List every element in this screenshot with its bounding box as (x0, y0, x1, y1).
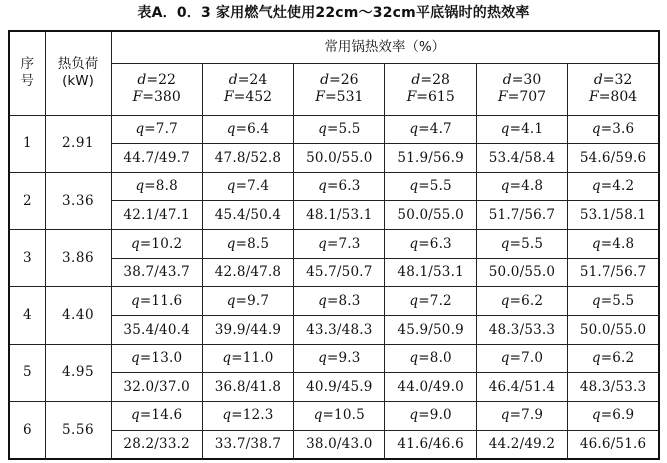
heat-intensity-cell: q=12.3 (202, 402, 293, 431)
efficiency-cell: 35.4/40.4 (111, 316, 202, 345)
pot-size-header (202, 63, 293, 115)
heat-intensity-cell: q=4.2 (568, 172, 659, 201)
heat-load-value: 2.91 (45, 115, 111, 172)
efficiency-cell: 50.0/55.0 (385, 201, 476, 230)
efficiency-cell: 42.1/47.1 (111, 201, 202, 230)
efficiency-cell: 48.1/53.1 (294, 201, 385, 230)
pot-area: F=615 (406, 89, 455, 105)
heat-intensity-cell: q=4.7 (385, 115, 476, 144)
heat-intensity-cell: q=14.6 (111, 402, 202, 431)
efficiency-cell: 51.7/56.7 (476, 201, 567, 230)
heat-intensity-cell: q=5.5 (568, 287, 659, 316)
table-row (9, 344, 659, 373)
efficiency-cell: 40.9/45.9 (294, 373, 385, 402)
efficiency-cell: 51.7/56.7 (568, 258, 659, 287)
table-row (9, 230, 659, 259)
heat-intensity-cell: q=7.7 (111, 115, 202, 144)
load-header-label: 热负荷 (57, 56, 99, 73)
efficiency-cell: 48.1/53.1 (385, 258, 476, 287)
row-index: 2 (9, 172, 45, 229)
heat-intensity-cell: q=8.8 (111, 172, 202, 201)
heat-intensity-cell: q=5.5 (476, 230, 567, 259)
efficiency-cell: 48.3/53.3 (568, 373, 659, 402)
efficiency-cell: 54.6/59.6 (568, 144, 659, 173)
pot-diameter: d=22 (137, 71, 176, 88)
heat-intensity-cell: q=7.3 (294, 230, 385, 259)
heat-intensity-cell: q=13.0 (111, 344, 202, 373)
pot-size-header (385, 63, 476, 115)
heat-intensity-cell: q=8.5 (202, 230, 293, 259)
efficiency-cell: 38.0/43.0 (294, 430, 385, 459)
heat-intensity-cell: q=6.3 (294, 172, 385, 201)
table-body (9, 115, 659, 459)
pot-area: F=707 (497, 89, 547, 105)
heat-intensity-cell: q=4.1 (476, 115, 567, 144)
pot-size-header (568, 63, 659, 115)
row-index: 5 (9, 344, 45, 401)
efficiency-cell: 48.3/53.3 (476, 316, 567, 345)
table-row (9, 172, 659, 201)
pot-size-header (294, 63, 385, 115)
heat-load-value: 5.56 (45, 402, 111, 459)
heat-intensity-cell: q=11.0 (202, 344, 293, 373)
load-header (45, 31, 111, 115)
pot-size-header (476, 63, 567, 115)
pot-diameter: d=28 (411, 71, 450, 88)
heat-intensity-cell: q=7.4 (202, 172, 293, 201)
table-row (9, 402, 659, 431)
efficiency-cell: 32.0/37.0 (111, 373, 202, 402)
efficiency-cell: 50.0/55.0 (568, 316, 659, 345)
heat-intensity-cell: q=3.6 (568, 115, 659, 144)
heat-intensity-cell: q=7.9 (476, 402, 567, 431)
pot-area: F=804 (588, 89, 638, 105)
load-header-unit: (kW) (62, 73, 94, 90)
efficiency-cell: 45.4/50.4 (202, 201, 293, 230)
efficiency-table (8, 30, 660, 460)
efficiency-cell: 44.0/49.0 (385, 373, 476, 402)
efficiency-cell: 39.9/44.9 (202, 316, 293, 345)
heat-intensity-cell: q=6.2 (476, 287, 567, 316)
heat-intensity-cell: q=6.2 (568, 344, 659, 373)
table-title: 表A．0．3 家用燃气灶使用22cm～32cm平底锅时的热效率 (137, 5, 530, 21)
efficiency-cell: 45.9/50.9 (385, 316, 476, 345)
efficiency-cell: 44.7/49.7 (111, 144, 202, 173)
heat-load-value: 3.36 (45, 172, 111, 229)
heat-intensity-cell: q=7.0 (476, 344, 567, 373)
heat-intensity-cell: q=8.0 (385, 344, 476, 373)
table-row (9, 115, 659, 144)
efficiency-cell: 44.2/49.2 (476, 430, 567, 459)
heat-intensity-cell: q=5.5 (294, 115, 385, 144)
heat-load-value: 4.95 (45, 344, 111, 401)
efficiency-cell: 50.0/55.0 (294, 144, 385, 173)
row-index: 3 (9, 230, 45, 287)
efficiency-cell: 53.4/58.4 (476, 144, 567, 173)
heat-intensity-cell: q=9.7 (202, 287, 293, 316)
heat-intensity-cell: q=4.8 (568, 230, 659, 259)
efficiency-cell: 36.8/41.8 (202, 373, 293, 402)
heat-intensity-cell: q=10.5 (294, 402, 385, 431)
row-index: 4 (9, 287, 45, 344)
heat-intensity-cell: q=4.8 (476, 172, 567, 201)
heat-intensity-cell: q=6.4 (202, 115, 293, 144)
heat-intensity-cell: q=7.2 (385, 287, 476, 316)
efficiency-cell: 45.7/50.7 (294, 258, 385, 287)
efficiency-cell: 46.6/51.6 (568, 430, 659, 459)
heat-load-value: 4.40 (45, 287, 111, 344)
efficiency-cell: 51.9/56.9 (385, 144, 476, 173)
efficiency-cell: 28.2/33.2 (111, 430, 202, 459)
efficiency-cell: 46.4/51.4 (476, 373, 567, 402)
efficiency-cell: 47.8/52.8 (202, 144, 293, 173)
index-header (9, 31, 45, 115)
efficiency-cell: 33.7/38.7 (202, 430, 293, 459)
heat-intensity-cell: q=11.6 (111, 287, 202, 316)
efficiency-cell: 38.7/43.7 (111, 258, 202, 287)
row-index: 1 (9, 115, 45, 172)
heat-intensity-cell: q=8.3 (294, 287, 385, 316)
heat-intensity-cell: q=9.3 (294, 344, 385, 373)
index-header-text: 序号 (20, 56, 34, 90)
heat-intensity-cell: q=6.3 (385, 230, 476, 259)
heat-intensity-cell: q=9.0 (385, 402, 476, 431)
efficiency-cell: 41.6/46.6 (385, 430, 476, 459)
heat-intensity-cell: q=5.5 (385, 172, 476, 201)
heat-intensity-cell: q=6.9 (568, 402, 659, 431)
efficiency-cell: 43.3/48.3 (294, 316, 385, 345)
table-row (9, 287, 659, 316)
pot-diameter: d=32 (593, 71, 633, 88)
pot-diameter: d=30 (502, 71, 542, 88)
efficiency-cell: 53.1/58.1 (568, 201, 659, 230)
pot-area: F=531 (315, 89, 364, 105)
pot-size-header (111, 63, 202, 115)
heat-intensity-cell: q=10.2 (111, 230, 202, 259)
pot-diameter: d=26 (320, 71, 359, 88)
pot-area: F=452 (223, 89, 273, 105)
pot-area: F=380 (132, 89, 181, 105)
heat-load-value: 3.86 (45, 230, 111, 287)
row-index: 6 (9, 402, 45, 459)
pot-diameter: d=24 (228, 71, 268, 88)
efficiency-cell: 50.0/55.0 (476, 258, 567, 287)
efficiency-group-header: 常用锅热效率（%） (111, 31, 659, 63)
efficiency-cell: 42.8/47.8 (202, 258, 293, 287)
